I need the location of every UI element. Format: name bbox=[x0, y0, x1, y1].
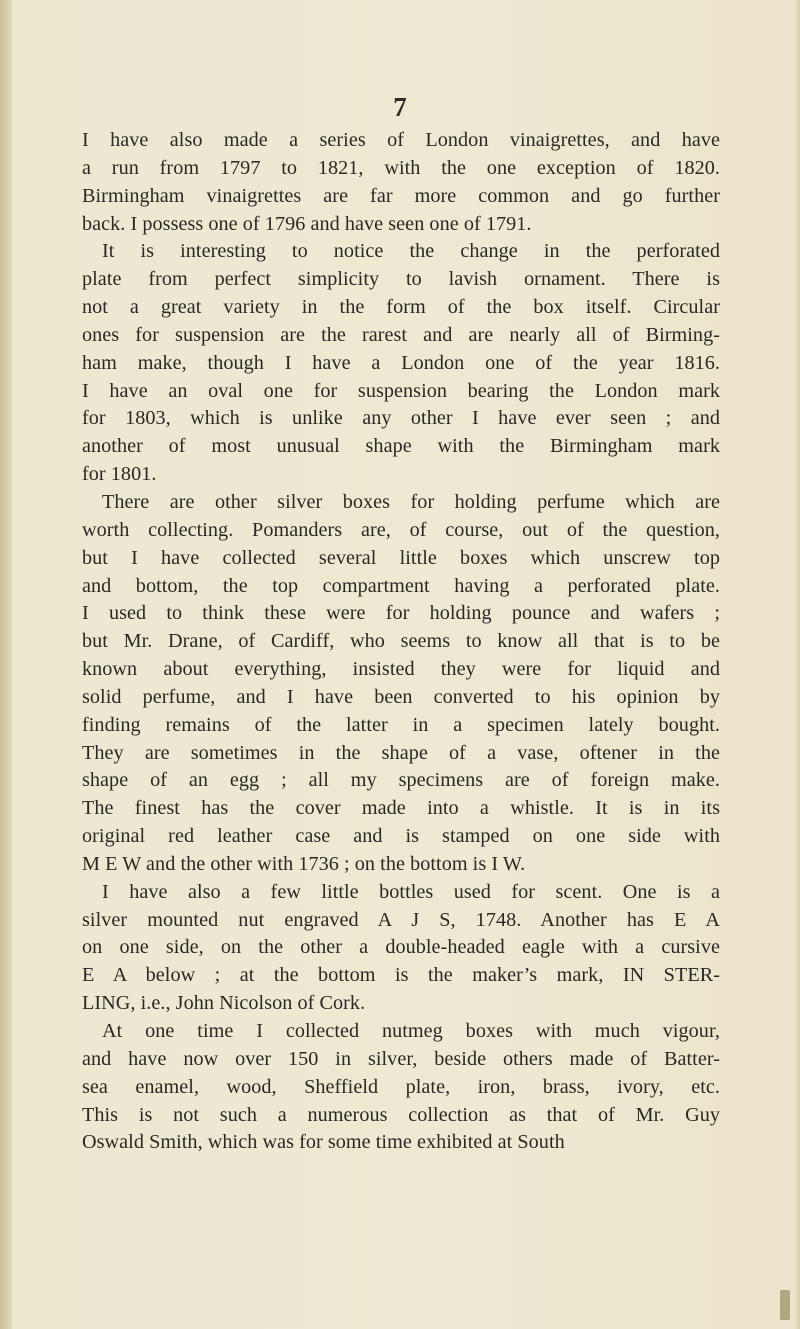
text-line: back. I possess one of 1796 and have seen one of 1791. bbox=[82, 212, 532, 235]
text-line: finding remains of the latter in a specimen lately bought. bbox=[82, 713, 720, 736]
text-line: worth collecting. Pomanders are, of course, out of the question, bbox=[82, 518, 720, 541]
text-line: This is not such a numerous collection as that of Mr. Guy bbox=[82, 1103, 720, 1126]
text-line: ones for suspension are the rarest and are nearly all of Birming- bbox=[82, 323, 720, 346]
text-line: not a great variety in the form of the box itself. Circular bbox=[82, 296, 720, 319]
text-line: silver mounted nut engraved A J S, 1748. Another has E A bbox=[82, 908, 720, 931]
paragraph bbox=[82, 238, 720, 489]
paragraph bbox=[82, 1018, 720, 1157]
text-line: At one time I collected nutmeg boxes with much vigour, bbox=[102, 1020, 720, 1042]
text-line: and bottom, the top compartment having a perforated plate. bbox=[82, 574, 720, 597]
text-line: another of most unusual shape with the Birmingham mark bbox=[82, 435, 720, 458]
text-line: M E W and the other with 1736 ; on the bottom is I W. bbox=[82, 852, 526, 875]
text-line: sea enamel, wood, Sheffield plate, iron, brass, ivory, etc. bbox=[82, 1075, 720, 1098]
text-line: but Mr. Drane, of Cardiff, who seems to know all that is to be bbox=[82, 630, 720, 653]
text-line: There are other silver boxes for holding perfume which are bbox=[102, 490, 720, 513]
text-line: E A below ; at the bottom is the maker’s mark, IN STER- bbox=[82, 964, 720, 987]
text-line: ham make, though I have a London one of the year 1816. bbox=[82, 351, 720, 374]
text-line: solid perfume, and I have been converted to his opinion by bbox=[82, 685, 720, 708]
text-line: Oswald Smith, which was for some time exhibited at South bbox=[82, 1131, 565, 1154]
binding-gutter bbox=[0, 0, 12, 1329]
text-line: but I have collected several little boxes which unscrew top bbox=[82, 546, 720, 569]
text-line: plate from perfect simplicity to lavish ornament. There is bbox=[82, 268, 720, 291]
text-line: LING, i.e., John Nicolson of Cork. bbox=[82, 992, 366, 1015]
paragraph bbox=[82, 127, 720, 238]
page-edge bbox=[794, 0, 800, 1329]
text-line: I have also a few little bottles used for scent. One is a bbox=[102, 880, 720, 903]
text-line: It is interesting to notice the change in the perforated bbox=[102, 240, 720, 263]
paragraph bbox=[82, 879, 720, 1018]
body-text bbox=[82, 127, 720, 1157]
page-number: 7 bbox=[393, 92, 407, 122]
text-line: original red leather case and is stamped on one side with bbox=[82, 825, 720, 848]
text-line: The finest has the cover made into a whistle. It is in its bbox=[82, 797, 720, 820]
text-line: on one side, on the other a double-headed eagle with a cursive bbox=[82, 936, 720, 959]
text-line: I have an oval one for suspension bearing the London mark bbox=[82, 379, 720, 402]
text-line: I have also made a series of London vinaigrettes, and have bbox=[82, 129, 720, 151]
text-line: a run from 1797 to 1821, with the one exception of 1820. bbox=[82, 156, 720, 179]
paragraph bbox=[82, 489, 720, 879]
text-line: known about everything, insisted they were for liquid and bbox=[82, 658, 720, 681]
text-line: I used to think these were for holding pounce and wafers ; bbox=[82, 602, 720, 625]
text-line: for 1803, which is unlike any other I have ever seen ; and bbox=[82, 407, 720, 430]
text-line: Birmingham vinaigrettes are far more common and go further bbox=[82, 184, 720, 207]
text-line: for 1801. bbox=[82, 463, 157, 486]
text-line: They are sometimes in the shape of a vase, oftener in the bbox=[82, 741, 720, 764]
text-line: shape of an egg ; all my specimens are of foreign make. bbox=[82, 769, 720, 792]
text-line: and have now over 150 in silver, beside others made of Batter- bbox=[82, 1047, 720, 1070]
page-tab-mark bbox=[780, 1290, 790, 1320]
